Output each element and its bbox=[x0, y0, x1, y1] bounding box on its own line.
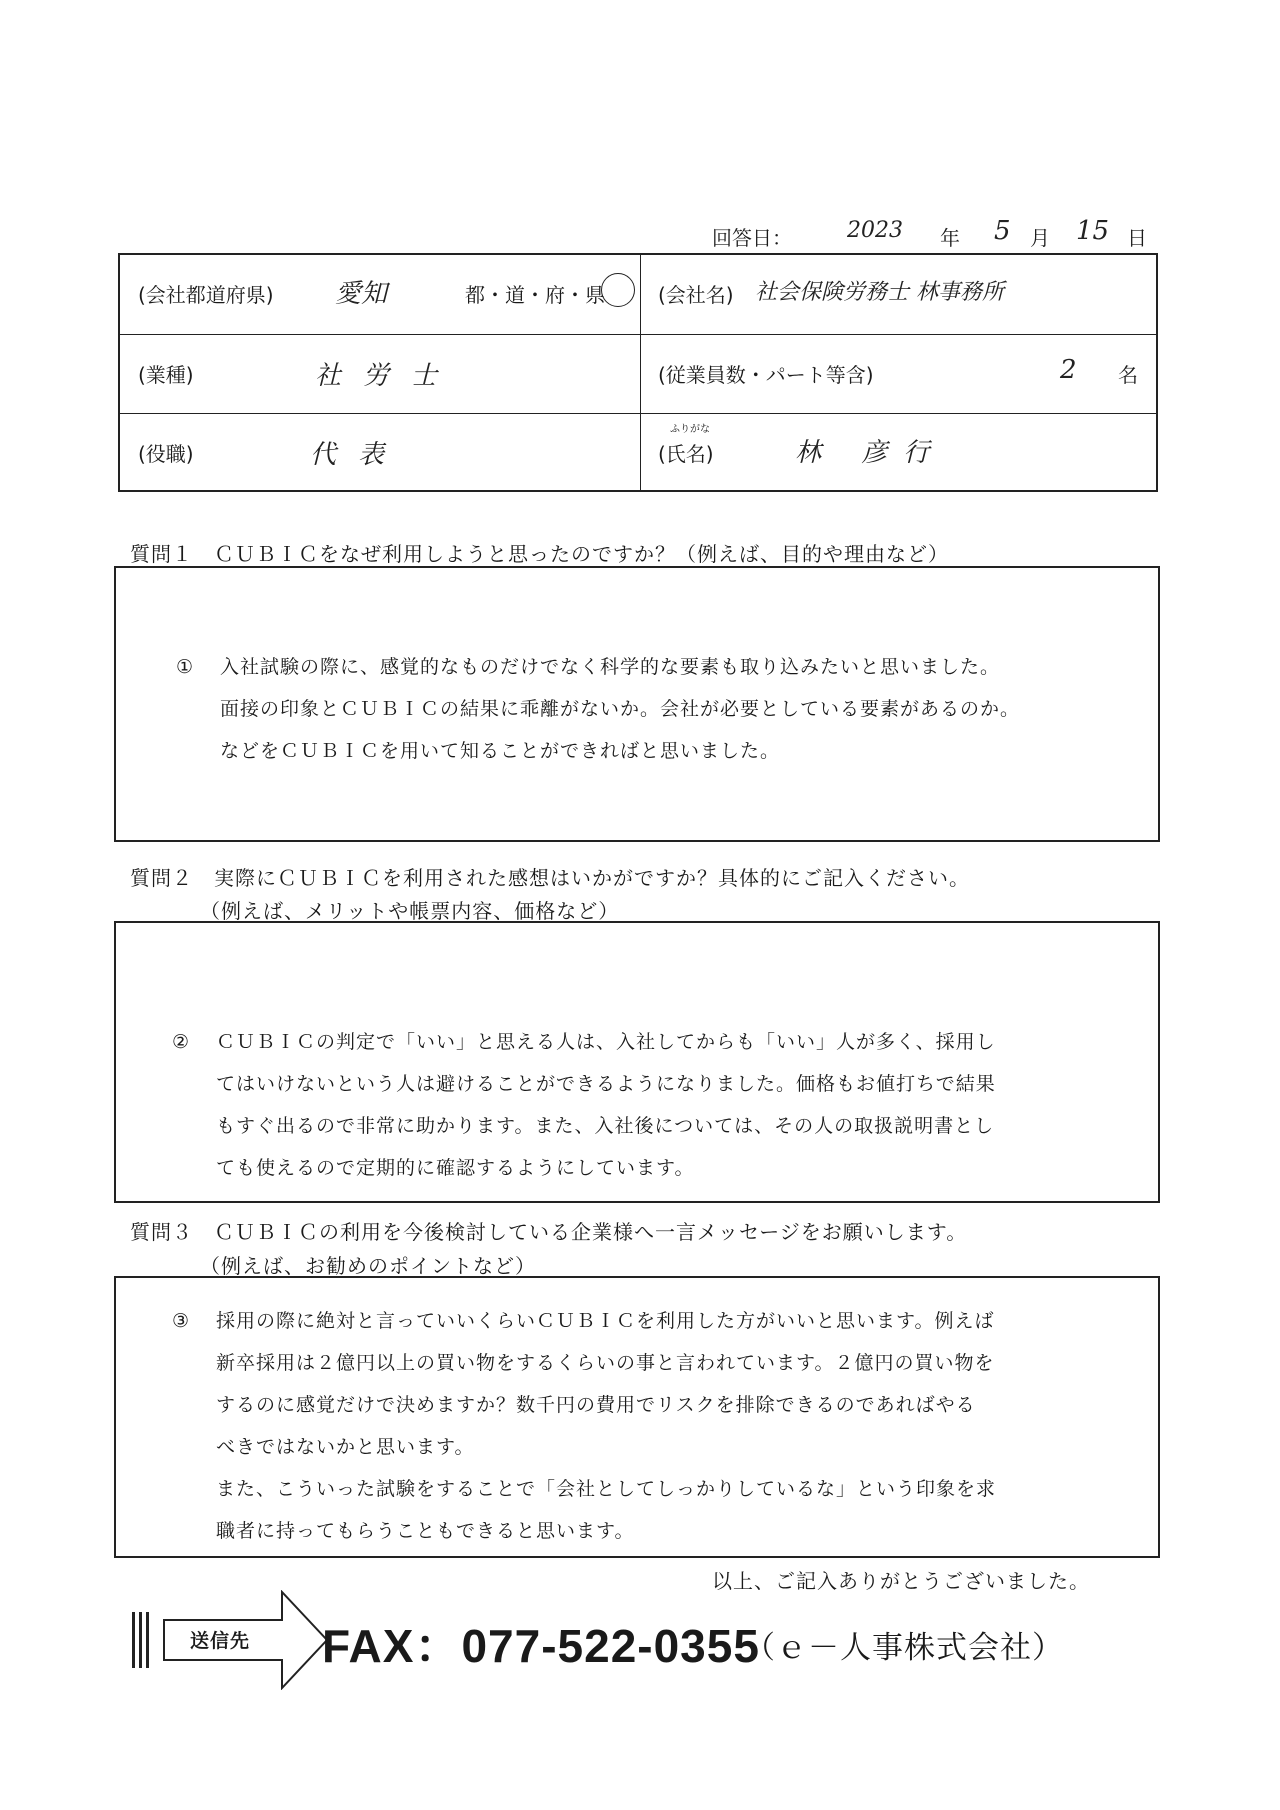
q2-line: てはいけないという人は避けることができるようになりました。価格もお値打ちで結果 bbox=[216, 1073, 996, 1095]
prefecture-label: (会社都道府県) bbox=[138, 283, 274, 307]
q2-answer-box bbox=[114, 921, 1160, 1203]
q3-line: 新卒採用は２億円以上の買い物をするくらいの事と言われています。２億円の買い物を bbox=[216, 1352, 995, 1374]
q1-line: 入社試験の際に、感覚的なものだけでなく科学的な要素も取り込みたいと思いました。 bbox=[220, 656, 1001, 678]
position-label: (役職) bbox=[138, 442, 194, 466]
employees-label: (従業員数・パート等含) bbox=[658, 363, 874, 387]
q3-line: また、こういった試験をすることで「会社としてしっかりしているな」という印象を求 bbox=[216, 1478, 997, 1500]
employees-value: 2 bbox=[1060, 355, 1077, 385]
date-day-value: 15 bbox=[1076, 216, 1110, 246]
q3-heading: 質問３ ＣＵＢＩＣの利用を今後検討している企業様へ一言メッセージをお願いします。 bbox=[130, 1220, 968, 1244]
company-value: 社会保険労務士 林事務所 bbox=[755, 280, 1004, 305]
date-month-unit: 月 bbox=[1030, 226, 1050, 250]
date-label: 回答日： bbox=[712, 226, 792, 250]
q2-sub: （例えば、メリットや帳票内容、価格など） bbox=[200, 899, 620, 923]
q1-heading: 質問１ ＣＵＢＩＣをなぜ利用しようと思ったのですか？（例えば、目的や理由など） bbox=[130, 542, 949, 566]
info-row-1 bbox=[120, 255, 1156, 335]
q3-answer-box bbox=[114, 1276, 1160, 1558]
fax-company: （ｅ－人事株式会社） bbox=[744, 1630, 1064, 1666]
q2-heading: 質問２ 実際にＣＵＢＩＣを利用された感想はいかがですか？具体的にご記入ください。 bbox=[130, 866, 970, 890]
q3-line: 職者に持ってもらうこともできると思います。 bbox=[216, 1520, 635, 1542]
q3-line: べきではないかと思います。 bbox=[216, 1436, 475, 1458]
fax-number: FAX：077-522-0355 bbox=[322, 1620, 760, 1672]
employees-unit: 名 bbox=[1118, 363, 1138, 387]
q2-line: ても使えるので定期的に確認するようにしています。 bbox=[216, 1157, 695, 1179]
info-row-3 bbox=[120, 414, 1156, 492]
name-value: 林 彦行 bbox=[795, 438, 946, 468]
position-value: 代表 bbox=[310, 440, 407, 470]
date-month-value: 5 bbox=[994, 216, 1011, 246]
prefecture-value: 愛知 bbox=[335, 279, 388, 309]
company-label: (会社名) bbox=[658, 283, 734, 307]
name-label: (氏名) bbox=[658, 442, 714, 466]
bars-decoration bbox=[132, 1612, 154, 1668]
q2-answer bbox=[172, 1021, 996, 1189]
date-year-unit: 年 bbox=[940, 226, 960, 250]
q1-marker: ① bbox=[176, 656, 195, 678]
q3-sub: （例えば、お勧めのポイントなど） bbox=[200, 1254, 536, 1278]
q3-marker: ③ bbox=[172, 1310, 191, 1332]
q2-marker: ② bbox=[172, 1031, 191, 1053]
industry-label: (業種) bbox=[138, 363, 194, 387]
q3-line: するのに感覚だけで決めますか？数千円の費用でリスクを排除できるのであればやる bbox=[216, 1394, 976, 1416]
q2-line: ＣＵＢＩＣの判定で「いい」と思える人は、入社してからも「いい」人が多く、採用し bbox=[216, 1031, 996, 1053]
date-year-value: 2023 bbox=[847, 218, 903, 243]
q3-line: 採用の際に絶対と言っていいくらいＣＵＢＩＣを利用した方がいいと思います。例えば bbox=[216, 1310, 995, 1332]
q1-line: などをＣＵＢＩＣを用いて知ることができればと思いました。 bbox=[220, 740, 781, 762]
industry-value: 社労士 bbox=[315, 361, 460, 391]
q3-answer bbox=[172, 1300, 997, 1552]
q1-answer-box bbox=[114, 566, 1160, 842]
closing-text: 以上、ご記入ありがとうございました。 bbox=[712, 1569, 1090, 1593]
answer-date bbox=[712, 216, 1147, 252]
respondent-info-table bbox=[118, 253, 1158, 492]
name-ruby: ふりがな bbox=[670, 424, 710, 435]
fax-footer bbox=[132, 1590, 1142, 1690]
q1-line: 面接の印象とＣＵＢＩＣの結果に乖離がないか。会社が必要としている要素があるのか。 bbox=[220, 698, 1021, 720]
q1-answer bbox=[176, 646, 1021, 772]
date-day-unit: 日 bbox=[1127, 226, 1147, 250]
prefecture-options: 都・道・府・県 bbox=[465, 283, 605, 307]
info-row-2 bbox=[120, 335, 1156, 414]
send-label: 送信先 bbox=[190, 1630, 251, 1652]
selected-circle bbox=[601, 273, 635, 307]
q2-line: もすぐ出るので非常に助かります。また、入社後については、その人の取扱説明書とし bbox=[216, 1115, 995, 1137]
